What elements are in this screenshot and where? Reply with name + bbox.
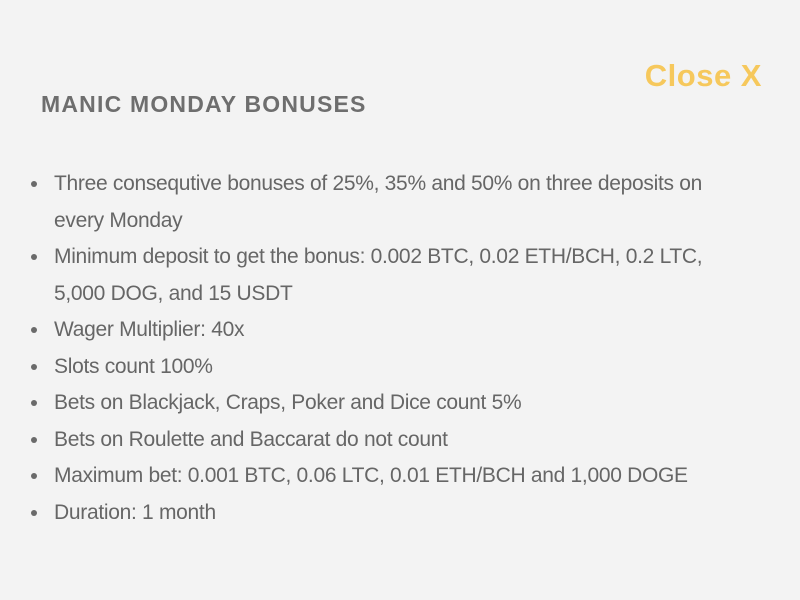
bullet-icon <box>31 364 37 370</box>
list-item <box>28 458 738 495</box>
modal-title: MANIC MONDAY BONUSES <box>41 91 367 117</box>
bullet-icon <box>31 437 37 443</box>
bullet-icon <box>31 181 37 187</box>
list-item <box>28 495 738 532</box>
list-item <box>28 422 738 459</box>
list-item-text: Maximum bet: 0.001 BTC, 0.06 LTC, 0.01 ETH/BCH and 1,000 DOGE <box>54 464 688 487</box>
bullet-icon <box>31 327 37 333</box>
list-item-text: Three consequtive bonuses of 25%, 35% and 50% on three deposits on every Monday <box>54 172 702 232</box>
list-item <box>28 385 738 422</box>
list-item <box>28 239 738 312</box>
list-item-text: Slots count 100% <box>54 354 213 378</box>
list-item-text: Bets on Roulette and Baccarat do not count <box>54 427 448 451</box>
bonus-list <box>28 166 738 531</box>
list-item-text: Minimum deposit to get the bonus: 0.002 BTC, 0.02 ETH/BCH, 0.2 LTC, 5,000 DOG, and 15 USDT <box>54 245 703 305</box>
bullet-icon <box>31 254 37 260</box>
bullet-icon <box>31 510 37 516</box>
bullet-icon <box>31 473 37 479</box>
list-item-text: Wager Multiplier: 40x <box>54 318 245 341</box>
bullet-icon <box>31 400 37 406</box>
list-item <box>28 312 738 349</box>
list-item <box>28 349 738 386</box>
list-item-text: Duration: 1 month <box>54 500 216 524</box>
close-button[interactable]: Close X <box>644 58 762 93</box>
list-item <box>28 166 738 239</box>
list-item-text: Bets on Blackjack, Craps, Poker and Dice count 5% <box>54 391 522 414</box>
